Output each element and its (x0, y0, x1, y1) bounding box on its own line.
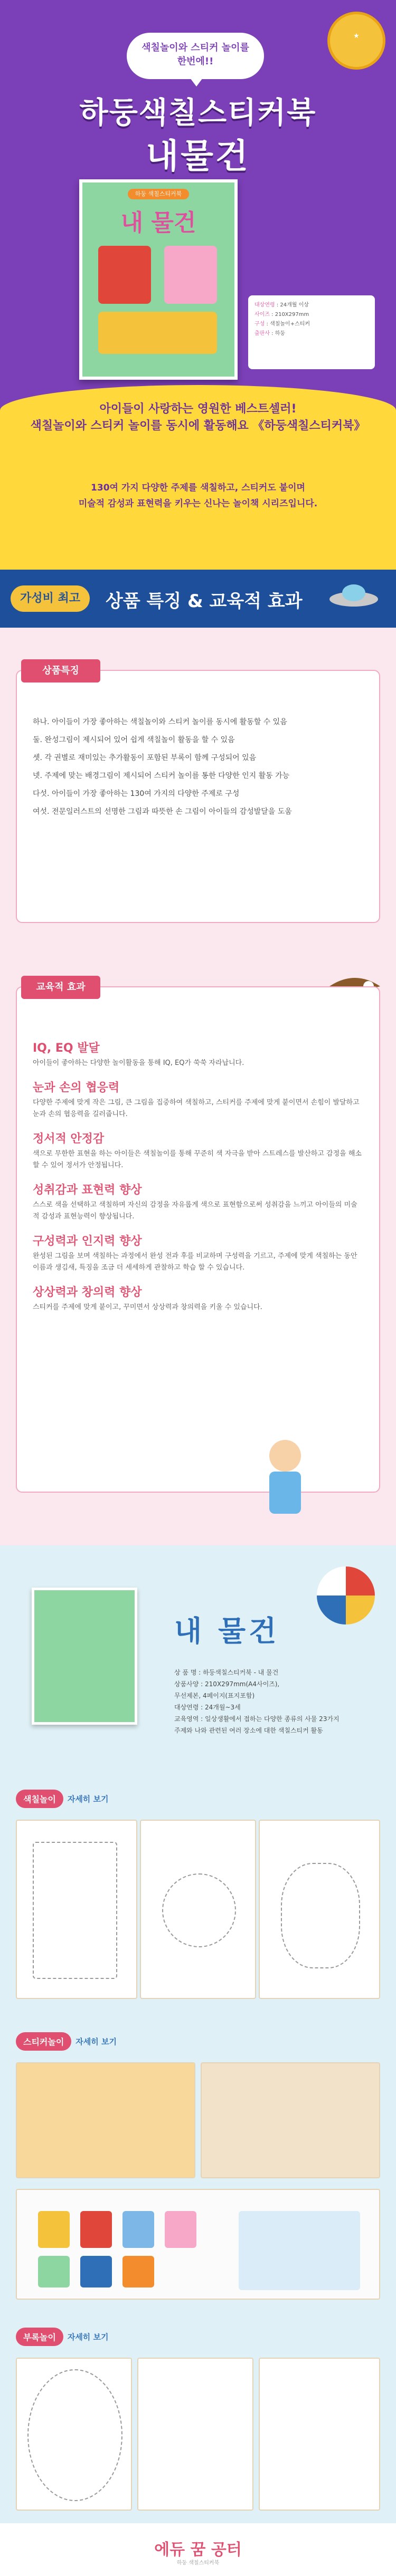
intro-text: 130여 가지 다양한 주제를 색칠하고, 스티커도 붙이며 미술적 감성과 표현력을 키우는 신나는 놀이책 시리즈입니다. (78, 483, 318, 509)
footer (0, 2523, 396, 2576)
info-row-size: 사이즈 : 210X297mm (254, 312, 309, 318)
sticker-gallery (0, 2020, 396, 2315)
features-list (33, 713, 363, 821)
coloring-gallery-header: 색칠놀이 자세히 보기 (16, 1788, 109, 1809)
edu-tag: 교육적 효과 (21, 976, 100, 999)
cover-red-dress-illustration (98, 246, 151, 304)
coloring-page-2 (140, 1820, 256, 1999)
info-row-age: 대상연령 : 24개월 이상 (254, 302, 309, 308)
matching-page-2 (259, 2358, 380, 2511)
bestseller-medal: ★ (327, 12, 385, 70)
features-header-title: 상품 특징 & 교육적 효과 (106, 591, 303, 612)
maze-page (16, 2358, 132, 2511)
product-specs: 상 품 명 : 하둥색칠스티커북 - 내 물건 상품사양 : 210X297mm(A4사이즈), 무선제본, 4페이지(표지포함) 대상연령 : 24개월~3세 교육영역 : 일상생활에서 접하는 다양한 종류의 사물 23가지 주제와 나와 관련된 여러 장소에 대한 색칠스티커 활동 (174, 1669, 340, 1734)
edu-item: 눈과 손의 협응력 다양한 주제에 맞게 작은 그림, 큰 그림을 집중하여 색칠하고, 스티커를 주제에 맞게 붙이면서 손힘이 발달하고 눈과 손의 협응력을 길러줍니다. (33, 1081, 360, 1118)
sticker-page-2 (201, 2062, 380, 2178)
matching-page-1 (137, 2358, 253, 2511)
hero-intro: 아이들이 사랑하는 영원한 베스트셀러! 색칠놀이와 스티커 놀이를 동시에 활동해요 《하둥색칠스티커북》 (30, 402, 366, 432)
features-tag: 상품특징 (21, 659, 100, 683)
coloring-page-1 (16, 1820, 137, 1999)
book-info-card (248, 295, 375, 369)
sticker-gallery-header: 스티커놀이 자세히 보기 (16, 2031, 117, 2052)
footer-sub: 하둥 색칠스티커북 (176, 2560, 220, 2566)
cover-pink-dress-illustration (164, 246, 217, 304)
hero-speech-bubble: 색칠놀이와 스티커 놀이를 한번에!! (127, 33, 264, 79)
coloring-detail-link[interactable]: 자세히 보기 (67, 1794, 109, 1804)
kid-with-pinwheel-illustration (253, 1435, 317, 1524)
list-item: 다섯. 아이들이 가장 좋아하는 130여 가지의 다양한 주제로 구성 (33, 790, 240, 798)
coloring-gallery (0, 1777, 396, 2020)
edu-item: 상상력과 창의력 향상 스티커를 주제에 맞게 붙이고, 꾸미면서 상상력과 창의력을 키울 수 있습니다. (33, 1286, 262, 1311)
features-box (16, 670, 380, 923)
value-pill: 가성비 최고 (11, 585, 90, 612)
product-features-section (0, 628, 396, 955)
book-cover (79, 179, 238, 380)
list-item: 하나. 아이들이 가장 좋아하는 색칠놀이와 스티커 놀이를 동시에 활동할 수 있음 (33, 718, 287, 726)
educational-effect-section (0, 955, 396, 1545)
hero-section (0, 0, 396, 459)
appendix-detail-link[interactable]: 자세히 보기 (67, 2332, 109, 2342)
product-cover-thumb (32, 1588, 137, 1725)
intro-text-section (0, 459, 396, 570)
info-row-composition: 구성 : 색칠놀이+스티커 (254, 321, 310, 327)
beach-ball-illustration (317, 1566, 375, 1625)
appendix-gallery (0, 2315, 396, 2523)
features-header-bar (0, 570, 396, 628)
list-item: 셋. 각 권별로 재미있는 추가활동이 포함된 부록이 함께 구성되어 있음 (33, 754, 257, 762)
list-item: 넷. 주제에 맞는 배경그림이 제시되어 스티커 놀이를 통한 다양한 인지 활동 가능 (33, 772, 290, 780)
cover-badge: 하둥 색칠스티커북 (128, 189, 189, 199)
cover-title: 내 물건 (120, 209, 196, 236)
brand-logo: 에듀 꿈 공터 (154, 2541, 242, 2559)
edu-item: 정서적 안정감 색으로 무한한 표현을 하는 아이들은 색칠놀이를 통해 꾸준히 색 자극을 받아 스트레스를 발산하고 감정을 해소할 수 있어 정서가 안정됩니다. (33, 1132, 362, 1169)
appendix-gallery-header: 부록놀이 자세히 보기 (16, 2326, 109, 2347)
info-row-publisher: 출판사 : 하둥 (254, 331, 286, 337)
product-title: 내 물건 (174, 1614, 280, 1648)
product-info-section (0, 1545, 396, 1777)
cover-yellow-top-illustration (98, 312, 217, 354)
hero-title-line1: 하둥색칠스티커북 (79, 96, 317, 130)
list-item: 둘. 완성그림이 제시되어 있어 쉽게 색칠놀이 활동을 할 수 있음 (33, 736, 235, 744)
coloring-page-3 (259, 1820, 380, 1999)
list-item: 여섯. 전문일러스트의 선명한 그림과 따뜻한 손 그림이 아이들의 감성발달을 도움 (33, 808, 292, 816)
sticker-detail-link[interactable]: 자세히 보기 (76, 2036, 117, 2046)
edu-box (16, 986, 380, 1493)
sticker-page-1 (16, 2062, 195, 2178)
edu-item: 성취감과 표현력 향상 스스로 색을 선택하고 색칠하며 자신의 감정을 자유롭게 색으로 표현함으로써 성취감을 느끼고 아이들의 미술적 감성과 표현능력이 향상됩니다. (33, 1184, 357, 1220)
edu-item: IQ, EQ 발달 아이들이 좋아하는 다양한 놀이활동을 통해 IQ, EQ가 쑥쑥 자라납니다. (33, 1042, 244, 1067)
sticker-sheet (16, 2189, 380, 2300)
hero-title-line2: 내물건 (146, 137, 250, 176)
ufo-icon (327, 579, 380, 611)
edu-item: 구성력과 인지력 향상 완성된 그림을 보며 색칠하는 과정에서 완성 전과 후를 비교하며 구성력을 기르고, 주제에 맞게 색칠하는 동안 이름과 생김새, 특징을 조금 더 세세하게 관찰하고 학습 할 수 있습니다. (33, 1235, 357, 1272)
